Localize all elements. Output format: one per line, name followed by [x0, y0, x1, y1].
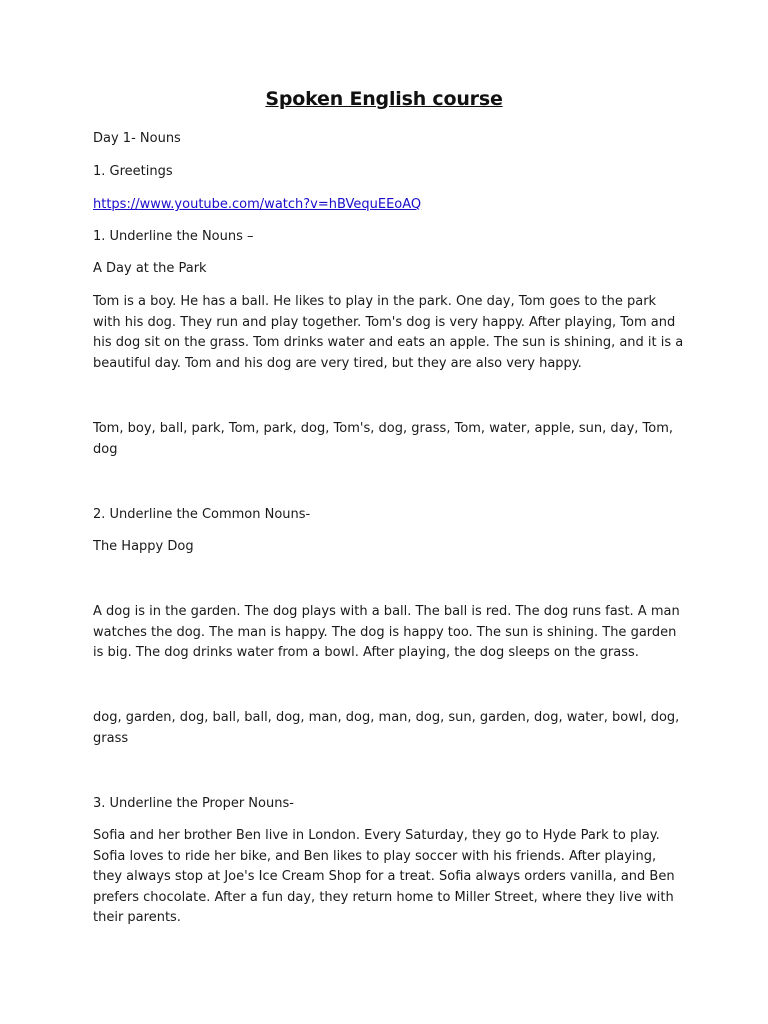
- section-1-story-title: A Day at the Park: [93, 261, 207, 276]
- section-1-answer: Tom, boy, ball, park, Tom, park, dog, Tom's, dog, grass, Tom, water, apple, sun, day, Tom, dog: [93, 421, 674, 457]
- greetings-heading: 1. Greetings: [93, 164, 173, 179]
- section-2-story-title: The Happy Dog: [93, 539, 194, 554]
- video-link[interactable]: https://www.youtube.com/watch?v=hBVequEEoAQ: [93, 197, 422, 212]
- section-2-story: A dog is in the garden. The dog plays with a ball. The ball is red. The dog runs fast. A man watches the dog. The man is happy. The dog is happy too. The sun is shining. The garden is big. The dog drinks water from a bowl. After playing, the dog sleeps on the grass.: [93, 604, 680, 660]
- section-1-instruction: 1. Underline the Nouns –: [93, 229, 254, 244]
- day-heading: Day 1- Nouns: [93, 131, 181, 146]
- section-3-story: Sofia and her brother Ben live in London. Every Saturday, they go to Hyde Park to play. Sofia loves to ride her bike, and Ben likes to play soccer with his friends. After playing, they always stop at Joe's Ice Cream Shop for a treat. Sofia always orders vanilla, and Ben prefers chocolate. After a fun day, they return home to Miller Street, where they live with their parents.: [93, 828, 675, 925]
- section-2-answer: dog, garden, dog, ball, ball, dog, man, dog, man, dog, sun, garden, dog, water, bowl, dog, grass: [93, 710, 680, 746]
- document-title: Spoken English course: [265, 88, 503, 110]
- section-2-instruction: 2. Underline the Common Nouns-: [93, 507, 311, 522]
- section-1-story: Tom is a boy. He has a ball. He likes to play in the park. One day, Tom goes to the park with his dog. They run and play together. Tom's dog is very happy. After playing, Tom and his dog sit on the grass. Tom drinks water and eats an apple. The sun is shining, and it is a beautiful day. Tom and his dog are very tired, but they are also very happy.: [93, 294, 684, 371]
- section-3-instruction: 3. Underline the Proper Nouns-: [93, 796, 294, 811]
